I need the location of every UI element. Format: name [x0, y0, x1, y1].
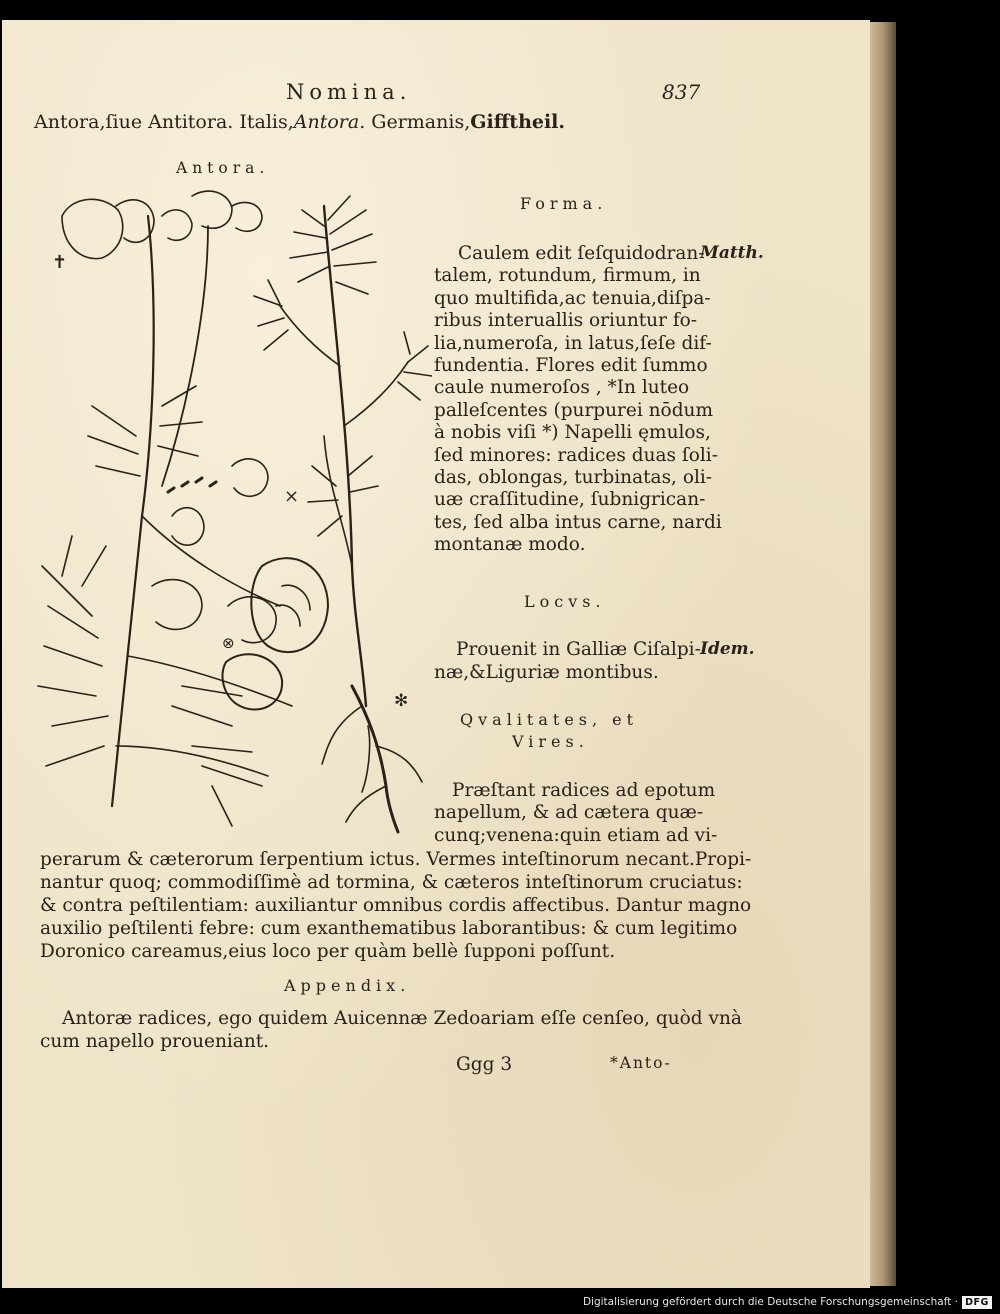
text-line: perarum & cæterorum ſerpentium ictus. Vermes inteſtinorum necant.Propi- [40, 849, 752, 870]
text-line: montanæ modo. [434, 534, 586, 556]
page-edge [870, 22, 896, 1286]
text-line: Præſtant radices ad epotum [452, 780, 716, 801]
funding-credit: Digitalisierung gefördert durch die Deutsche Forschungsgemeinschaft · [582, 1296, 958, 1308]
german-label: Germanis, [365, 111, 471, 133]
text-line: ribus interuallis oriuntur fo- [434, 310, 698, 332]
mark-x: × [284, 486, 300, 507]
plant-woodcut [32, 186, 432, 846]
heading-qualitates: Qvalitates, et [460, 710, 639, 729]
mark-cross: ✝ [52, 252, 68, 273]
mark-star: ✻ [394, 691, 409, 711]
text-line: napellum, & ad cætera quæ- [434, 802, 704, 824]
text-line: caule numeroſos , *In luteo [434, 377, 690, 399]
heading-appendix: Appendix. [284, 976, 411, 995]
text-line: cum napello proueniant. [40, 1031, 270, 1052]
text-line: Prouenit in Galliæ Ciſalpi- [456, 639, 701, 660]
heading-vires: Vires. [512, 732, 589, 751]
text-line: ſed minores: radices duas ſoli- [434, 444, 718, 466]
text-line: das, oblongas, turbinatas, oli- [434, 467, 713, 488]
mark-circle-x: ⊗ [222, 634, 235, 652]
text-line: cunq;venena:quin etiam ad vi- [434, 824, 718, 846]
text-line: lia,numeroſa, in latus,ſeſe dif- [434, 332, 712, 354]
signature-mark: Ggg 3 [456, 1054, 513, 1075]
german-name: Gifftheil. [470, 111, 566, 133]
text-line: uæ craſſitudine, ſubnigrican- [434, 489, 706, 511]
text-line: palleſcentes (purpurei nōdum [434, 399, 713, 421]
text-line: & contra peſtilentiam: auxiliantur omnibus cordis affectibus. Dantur magno [40, 895, 752, 916]
text-line: næ,&Liguriæ montibus. [434, 662, 659, 683]
page-number: 837 [662, 80, 701, 104]
running-title: Nomina. [286, 80, 412, 104]
text-line: quo multifida,ac tenuia,diſpa- [434, 287, 711, 309]
heading-forma: Forma. [520, 194, 608, 213]
latin-names: Antora,ſiue Antitora. Italis, [34, 111, 294, 133]
margin-note-matth: Matth. [700, 243, 764, 263]
text-line: à nobis viſi *) Napelli ęmulos, [434, 422, 711, 444]
margin-note-idem: Idem. [700, 639, 755, 659]
text-line: tes, ſed alba intus carne, nardi [434, 511, 722, 533]
text-line: fundentia. Flores edit ſummo [434, 355, 708, 376]
text-line: Caulem edit ſeſquidodran- [458, 243, 705, 264]
text-line: Doronico careamus,eius loco per quàm bellè ſupponi poſſunt. [40, 941, 616, 962]
dfg-logo: DFG [962, 1296, 992, 1309]
text-line: nantur quoq; commodiſſimè ad tormina, & cæteros inteſtinorum cruciatus: [40, 872, 743, 893]
italian-name: Antora. [293, 111, 366, 133]
figure-caption: Antora. [176, 159, 270, 177]
plant-names-line [34, 113, 565, 132]
heading-locus: Locvs. [524, 592, 606, 611]
catchword: *Anto- [610, 1054, 672, 1072]
text-line: Antoræ radices, ego quidem Auicennæ Zedoariam eſſe cenſeo, quòd vnà [62, 1008, 742, 1029]
text-line: auxilio peſtilenti febre: cum exanthematibus laborantibus: & cum legitimo [40, 918, 738, 939]
text-line: talem, rotundum, firmum, in [434, 265, 701, 287]
